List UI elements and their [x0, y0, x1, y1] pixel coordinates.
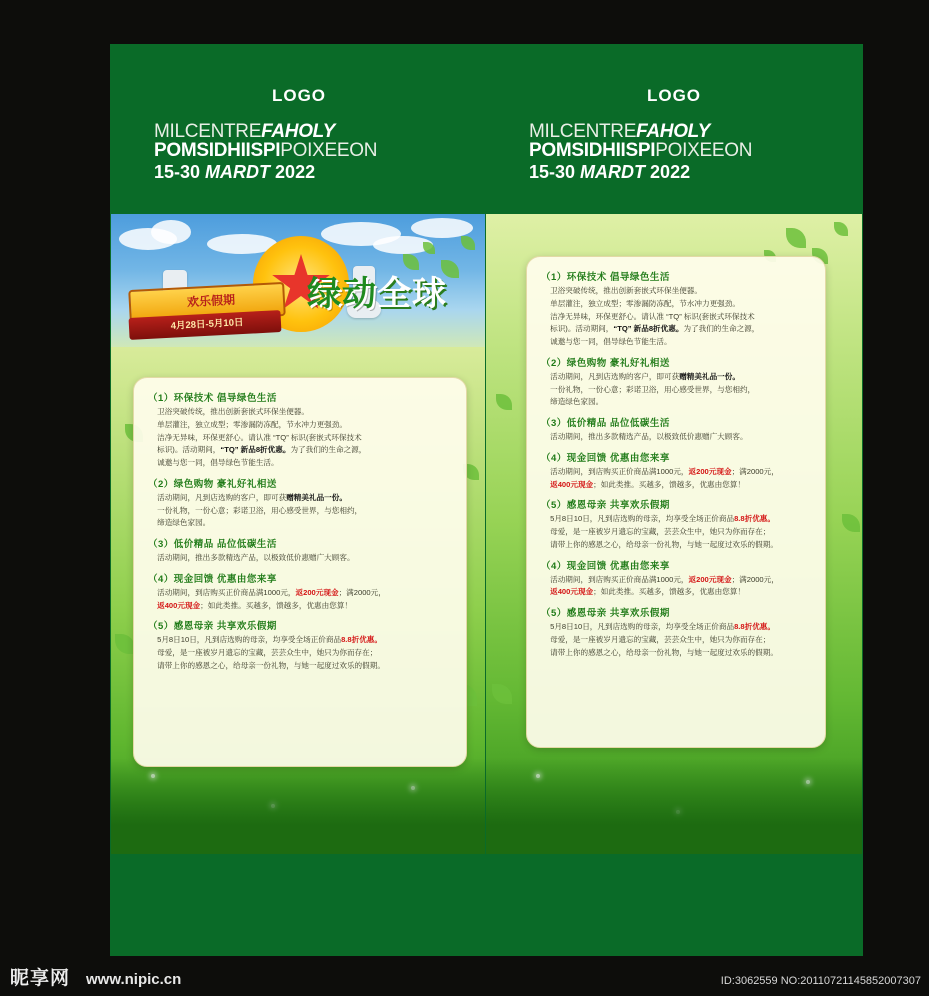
header-line-3	[529, 163, 863, 181]
content-item	[541, 605, 811, 658]
body-text: 活动期间，到店购买正价商品满1000元，	[550, 574, 689, 584]
body-text: 5月8日10日，凡到店选购的母亲，均享受全场正价商品	[550, 622, 735, 632]
body-text: 诚邀与您一同，倡导绿色节能生活。	[157, 458, 279, 468]
header-date-month: MARDT	[205, 161, 271, 182]
header-line-2	[154, 141, 488, 160]
header-line-1-thin: MILCENTRE	[529, 121, 637, 142]
grass-band	[486, 758, 862, 854]
body-text: 活动期间，推出多款精选产品，以极致低价惠赠广大顾客。	[157, 553, 355, 563]
ribbon-date-label: 4月28日-5月10日	[170, 317, 244, 332]
watermark-id: ID:3062559 NO:20110721145852007307	[720, 975, 921, 987]
header-date-month: MARDT	[580, 161, 646, 182]
content-card-right	[526, 256, 826, 748]
header-line-1-thin: MILCENTRE	[154, 121, 262, 142]
body-text: 为了我们的生命之源，	[290, 445, 367, 455]
content-item	[148, 476, 452, 529]
highlight-red-text: 8.8折优惠。	[734, 514, 775, 524]
content-paragraph	[148, 600, 452, 612]
banner-title-green: 绿动	[307, 275, 377, 313]
watermark-logo: 昵享网	[10, 968, 71, 989]
body-text: 活动期间，到店购买正价商品满1000元，	[550, 466, 689, 476]
content-item-list-right	[541, 269, 811, 659]
highlight-red-text: 返200元现金	[688, 466, 732, 476]
content-paragraph	[541, 574, 811, 586]
content-item	[148, 571, 452, 612]
content-paragraph	[541, 371, 811, 383]
content-paragraph	[541, 479, 811, 491]
content-paragraph	[148, 457, 452, 469]
highlight-bold-text: 赠精美礼品一份。	[679, 371, 740, 381]
content-paragraph	[148, 492, 452, 504]
logo-text: LOGO	[271, 86, 327, 105]
highlight-red-text: 返400元现金	[157, 600, 201, 610]
content-paragraph	[541, 526, 811, 538]
header-line-2	[529, 141, 863, 160]
content-paragraph	[148, 517, 452, 529]
content-paragraph	[148, 406, 452, 418]
highlight-bold-text: 赠精美礼品一份。	[286, 492, 347, 502]
highlight-bold-text: “TQ” 新品8折优惠。	[220, 445, 291, 455]
content-item-list-left	[148, 390, 452, 672]
body-text: ；满2000元，	[731, 466, 779, 476]
header-line-2-thin: POIXEEON	[655, 140, 753, 162]
highlight-red-text: 返200元现金	[688, 574, 732, 584]
header-line-3	[154, 163, 488, 181]
body-text: 缔造绿色家园。	[157, 518, 211, 528]
body-text: 诚邀与您一同，倡导绿色节能生活。	[550, 337, 672, 347]
content-item-title: （5）感恩母亲 共享欢乐假期	[148, 621, 277, 633]
leaf-icon	[461, 236, 475, 250]
body-text: ；满2000元，	[731, 574, 779, 584]
content-paragraph	[541, 396, 811, 408]
content-item-title: （4）现金回馈 优惠由您来享	[541, 452, 670, 464]
body-text: 单层灌注，独立成型；零渗漏防冻配，节水冲力更强劲。	[157, 419, 347, 429]
content-paragraph	[148, 634, 452, 646]
content-paragraph	[541, 285, 811, 297]
content-item	[148, 536, 452, 564]
content-paragraph	[541, 431, 811, 443]
highlight-red-text: 返400元现金	[550, 587, 594, 597]
content-item-title: （4）现金回馈 优惠由您来享	[148, 573, 277, 585]
poster-panel-left	[110, 44, 488, 967]
content-paragraph	[541, 466, 811, 478]
content-item	[148, 618, 452, 671]
header-date-pre: 15-30	[154, 161, 206, 182]
ribbon-top-label: 欢乐假期	[186, 292, 236, 310]
highlight-red-text: 8.8折优惠。	[341, 635, 382, 645]
logo-text: LOGO	[646, 86, 702, 105]
panel-footer-left	[110, 854, 488, 967]
content-item	[541, 450, 811, 491]
header-date-year: 2022	[645, 161, 691, 182]
leaf-icon	[423, 242, 435, 254]
body-text: 缔造绿色家园。	[550, 397, 604, 407]
body-text: 活动期间，推出多款精选产品，以极致低价惠赠广大顾客。	[550, 432, 748, 442]
content-paragraph	[541, 539, 811, 551]
body-text: 请带上你的感恩之心，给母亲一份礼物，与她一起度过欢乐的假期。	[157, 660, 385, 670]
content-paragraph	[148, 505, 452, 517]
content-item-title: （4）现金回馈 优惠由您来享	[541, 560, 670, 572]
body-text: 为了我们的生命之源，	[683, 324, 760, 334]
content-paragraph	[148, 419, 452, 431]
content-item	[541, 415, 811, 443]
content-paragraph	[541, 336, 811, 348]
body-text: 请带上你的感恩之心，给母亲一份礼物，与她一起度过欢乐的假期。	[550, 647, 778, 657]
body-text: 一份礼物，一份心意；彩诺卫浴，用心感受世界，与您相约，	[157, 505, 363, 515]
content-paragraph	[541, 384, 811, 396]
body-text: 一份礼物，一份心意；彩诺卫浴，用心感受世界，与您相约，	[550, 384, 756, 394]
highlight-red-text: 返400元现金	[550, 479, 594, 489]
grass-band	[111, 758, 487, 854]
banner-title-white: 全球	[377, 275, 447, 313]
body-text: 请带上你的感恩之心，给母亲一份礼物，与她一起度过欢乐的假期。	[550, 539, 778, 549]
header-line-2-bold: POMSIDHIISPI	[529, 140, 656, 162]
header-line-1-bold: FAHOLY	[636, 121, 710, 142]
body-text: 标识)。活动期间，	[550, 324, 614, 334]
highlight-bold-text: “TQ” 新品8折优惠。	[613, 324, 684, 334]
body-text: 标识)。活动期间，	[157, 445, 221, 455]
body-text: ；满2000元，	[338, 587, 386, 597]
cloud-icon	[411, 218, 473, 238]
header-title-block	[485, 122, 863, 181]
content-paragraph	[541, 311, 811, 323]
header-line-1-bold: FAHOLY	[261, 121, 335, 142]
content-paragraph	[148, 587, 452, 599]
body-text: 活动期间，凡到店选购的客户，即可获	[550, 371, 680, 381]
body-text: 母爱，是一座被岁月遗忘的宝藏，芸芸众生中，她只为你而存在；	[157, 648, 378, 658]
body-text: 5月8日10日，凡到店选购的母亲，均享受全场正价商品	[157, 635, 342, 645]
content-item	[541, 497, 811, 550]
content-paragraph	[148, 552, 452, 564]
body-text: 单层灌注，独立成型；零渗漏防冻配，节水冲力更强劲。	[550, 298, 740, 308]
header-line-2-bold: POMSIDHIISPI	[154, 140, 281, 162]
panel-artwork-right	[486, 214, 862, 854]
content-paragraph	[148, 432, 452, 444]
body-text: 洁净无异味，环保更舒心。请认准 “TQ” 标识(套嵌式环保技术	[550, 311, 755, 321]
content-paragraph	[541, 586, 811, 598]
content-item	[148, 390, 452, 469]
content-item-title: （5）感恩母亲 共享欢乐假期	[541, 608, 670, 620]
content-item-title: （3）低价精品 品位低碳生活	[148, 539, 277, 551]
header-line-2-thin: POIXEEON	[280, 140, 378, 162]
content-paragraph	[541, 323, 811, 335]
body-text: 母爱，是一座被岁月遗忘的宝藏，芸芸众生中，她只为你而存在；	[550, 527, 771, 537]
poster-panel-right	[485, 44, 863, 967]
body-text: 母爱，是一座被岁月遗忘的宝藏，芸芸众生中，她只为你而存在；	[550, 635, 771, 645]
watermark-url: www.nipic.cn	[86, 971, 182, 988]
content-item-title: （2）绿色购物 豪礼好礼相送	[148, 478, 277, 490]
body-text: 活动期间，到店购买正价商品满1000元，	[157, 587, 296, 597]
content-card-left	[133, 377, 467, 767]
content-item-title: （1）环保技术 倡导绿色生活	[148, 393, 277, 404]
content-paragraph	[148, 660, 452, 672]
content-paragraph	[541, 513, 811, 525]
content-item-title: （5）感恩母亲 共享欢乐假期	[541, 500, 670, 512]
content-paragraph	[541, 647, 811, 659]
body-text: ；如此类推。买越多，馈越多，优惠由您算！	[200, 600, 353, 610]
body-text: ；如此类推。买越多，馈越多，优惠由您算！	[593, 587, 746, 597]
banner-title	[307, 266, 447, 315]
content-paragraph	[148, 647, 452, 659]
content-item	[541, 355, 811, 408]
sky-banner	[111, 214, 487, 347]
content-item-title: （2）绿色购物 豪礼好礼相送	[541, 357, 670, 369]
highlight-red-text: 返200元现金	[295, 587, 339, 597]
body-text: 卫浴突破传统，推出创新套嵌式环保坐便器。	[550, 286, 702, 295]
content-item	[541, 269, 811, 348]
watermark-bar	[0, 956, 929, 996]
body-text: 活动期间，凡到店选购的客户，即可获	[157, 492, 287, 502]
body-text: 洁净无异味，环保更舒心。请认准 “TQ” 标识(套嵌式环保技术	[157, 432, 362, 442]
content-item-title: （1）环保技术 倡导绿色生活	[541, 272, 670, 283]
header-title-block	[110, 122, 488, 181]
body-text: 5月8日10日，凡到店选购的母亲，均享受全场正价商品	[550, 514, 735, 524]
content-paragraph	[541, 298, 811, 310]
body-text: 卫浴突破传统，推出创新套嵌式环保坐便器。	[157, 407, 309, 416]
header-date-year: 2022	[270, 161, 316, 182]
content-item	[541, 558, 811, 599]
panel-header-right	[485, 44, 863, 214]
content-item-title: （3）低价精品 品位低碳生活	[541, 418, 670, 430]
body-text: ；如此类推。买越多，馈越多，优惠由您算！	[593, 479, 746, 489]
highlight-red-text: 8.8折优惠。	[734, 622, 775, 632]
header-line-1	[529, 122, 863, 141]
content-paragraph	[541, 621, 811, 633]
cloud-icon	[151, 220, 191, 244]
header-line-1	[154, 122, 488, 141]
content-paragraph	[541, 634, 811, 646]
content-paragraph	[148, 444, 452, 456]
panel-footer-right	[485, 854, 863, 967]
header-date-pre: 15-30	[529, 161, 581, 182]
panel-header-left	[110, 44, 488, 214]
panel-artwork-left	[111, 214, 487, 854]
